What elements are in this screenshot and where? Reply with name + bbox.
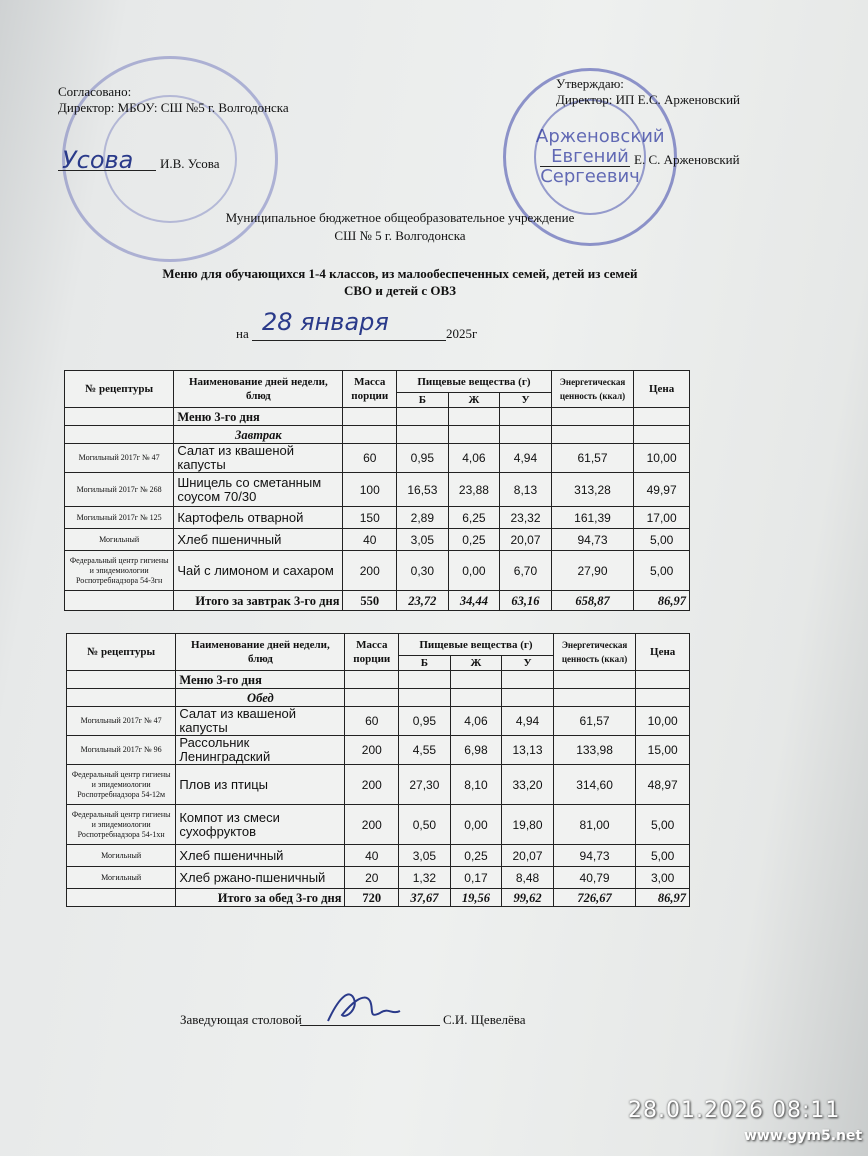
- mass-cell: 100: [343, 473, 397, 507]
- recipe-cell: Могильный: [65, 529, 174, 551]
- header-nutrients: Пищевые вещества (г): [399, 634, 554, 656]
- recipe-cell: Федеральный центр гигиены и эпидемиологии Роспотребнадзора 54-1хн: [67, 805, 176, 845]
- carbs-cell: 19,80: [502, 805, 554, 845]
- header-energy: Энергетическая ценность (ккал): [553, 634, 636, 671]
- fat-cell: 4,06: [448, 444, 500, 473]
- table-row: [65, 529, 690, 551]
- recipe-cell: Могильный 2017г № 125: [65, 507, 174, 529]
- header-dish: Наименование дней недели, блюд: [176, 634, 345, 671]
- manager-signature: [320, 985, 420, 1030]
- table-row: [65, 444, 690, 473]
- stamp-text: Арженовский Евгений Сергеевич: [536, 126, 665, 187]
- protein-cell: 0,95: [397, 444, 449, 473]
- approver-name: Е. С. Арженовский: [634, 152, 740, 167]
- total-label: Итого за обед 3-го дня: [176, 889, 345, 907]
- protein-cell: 1,32: [399, 867, 451, 889]
- total-price: 86,97: [634, 591, 690, 611]
- header-mass: Масса порции: [345, 634, 399, 671]
- price-cell: 5,00: [636, 805, 690, 845]
- price-cell: 5,00: [634, 551, 690, 591]
- total-zh: 19,56: [450, 889, 502, 907]
- table-row: [67, 736, 690, 765]
- recipe-cell: Могильный 2017г № 96: [67, 736, 176, 765]
- header-u: У: [502, 656, 554, 671]
- total-energy: 658,87: [551, 591, 634, 611]
- approver-signature-line: [540, 166, 630, 167]
- dish-cell: Хлеб ржано-пшеничный: [176, 867, 345, 889]
- date-prefix: на: [236, 326, 249, 341]
- header-zh: Ж: [448, 393, 500, 408]
- energy-cell: 40,79: [553, 867, 636, 889]
- total-b: 23,72: [397, 591, 449, 611]
- energy-cell: 81,00: [553, 805, 636, 845]
- header-b: Б: [397, 393, 449, 408]
- energy-cell: 314,60: [553, 765, 636, 805]
- protein-cell: 27,30: [399, 765, 451, 805]
- recipe-cell: Могильный: [67, 845, 176, 867]
- mass-cell: 60: [343, 444, 397, 473]
- director-name: И.В. Усова: [160, 156, 220, 171]
- day-label: Меню 3-го дня: [174, 408, 343, 426]
- director-signature: Усова: [62, 146, 134, 174]
- energy-cell: 61,57: [551, 444, 634, 473]
- price-cell: 48,97: [636, 765, 690, 805]
- price-cell: 3,00: [636, 867, 690, 889]
- header-zh: Ж: [450, 656, 502, 671]
- dish-cell: Хлеб пшеничный: [176, 845, 345, 867]
- recipe-cell: Могильный: [67, 867, 176, 889]
- day-label: Меню 3-го дня: [176, 671, 345, 689]
- dish-cell: Рассольник Ленинградский: [176, 736, 345, 765]
- fat-cell: 0,17: [450, 867, 502, 889]
- price-cell: 15,00: [636, 736, 690, 765]
- protein-cell: 4,55: [399, 736, 451, 765]
- header-nutrients: Пищевые вещества (г): [397, 371, 552, 393]
- table-row: [65, 507, 690, 529]
- approve-label: Утверждаю:: [556, 76, 624, 91]
- recipe-cell: Федеральный центр гигиены и эпидемиологии Роспотребнадзора 54-12м: [67, 765, 176, 805]
- header-price: Цена: [636, 634, 690, 671]
- carbs-cell: 13,13: [502, 736, 554, 765]
- protein-cell: 0,30: [397, 551, 449, 591]
- fat-cell: 0,00: [448, 551, 500, 591]
- total-mass: 720: [345, 889, 399, 907]
- fat-cell: 6,25: [448, 507, 500, 529]
- dish-cell: Хлеб пшеничный: [174, 529, 343, 551]
- mass-cell: 200: [343, 551, 397, 591]
- price-cell: 49,97: [634, 473, 690, 507]
- mass-cell: 40: [343, 529, 397, 551]
- protein-cell: 16,53: [397, 473, 449, 507]
- total-label: Итого за завтрак 3-го дня: [174, 591, 343, 611]
- protein-cell: 0,95: [399, 707, 451, 736]
- energy-cell: 27,90: [551, 551, 634, 591]
- table-row: [67, 707, 690, 736]
- energy-cell: 161,39: [551, 507, 634, 529]
- manager-label: Заведующая столовой: [180, 1012, 302, 1027]
- recipe-cell: Федеральный центр гигиены и эпидемиологии Роспотребнадзора 54-3гн: [65, 551, 174, 591]
- header-dish: Наименование дней недели, блюд: [174, 371, 343, 408]
- fat-cell: 6,98: [450, 736, 502, 765]
- carbs-cell: 23,32: [500, 507, 552, 529]
- watermark: www.gym5.net: [744, 1128, 863, 1144]
- total-b: 37,67: [399, 889, 451, 907]
- total-price: 86,97: [636, 889, 690, 907]
- energy-cell: 133,98: [553, 736, 636, 765]
- photo-timestamp: 28.01.2026 08:11: [628, 1098, 841, 1123]
- carbs-cell: 8,48: [502, 867, 554, 889]
- mass-cell: 60: [345, 707, 399, 736]
- carbs-cell: 6,70: [500, 551, 552, 591]
- date-line: [252, 340, 446, 341]
- dish-cell: Чай с лимоном и сахаром: [174, 551, 343, 591]
- total-mass: 550: [343, 591, 397, 611]
- price-cell: 5,00: [636, 845, 690, 867]
- carbs-cell: 20,07: [500, 529, 552, 551]
- mass-cell: 20: [345, 867, 399, 889]
- menu-title-line-1: Меню для обучающихся 1-4 классов, из малообеспеченных семей, детей из семей: [162, 266, 638, 281]
- total-u: 63,16: [500, 591, 552, 611]
- table-row: [67, 867, 690, 889]
- table-row: [67, 805, 690, 845]
- lunch-rows: [67, 707, 690, 889]
- recipe-cell: Могильный 2017г № 47: [67, 707, 176, 736]
- fat-cell: 23,88: [448, 473, 500, 507]
- header-b: Б: [399, 656, 451, 671]
- header-energy: Энергетическая ценность (ккал): [551, 371, 634, 408]
- total-u: 99,62: [502, 889, 554, 907]
- lunch-table: [66, 633, 690, 907]
- agreed-label: Согласовано:: [58, 84, 132, 99]
- mass-cell: 150: [343, 507, 397, 529]
- mass-cell: 40: [345, 845, 399, 867]
- fat-cell: 4,06: [450, 707, 502, 736]
- energy-cell: 94,73: [553, 845, 636, 867]
- dish-cell: Плов из птицы: [176, 765, 345, 805]
- org-line-2: СШ № 5 г. Волгодонска: [334, 228, 466, 243]
- table-row: [67, 845, 690, 867]
- table-row: [65, 551, 690, 591]
- dish-cell: Картофель отварной: [174, 507, 343, 529]
- date-year: 2025г: [446, 326, 478, 341]
- header-u: У: [500, 393, 552, 408]
- org-line-1: Муниципальное бюджетное общеобразовательное учреждение: [225, 210, 575, 225]
- table-row: [65, 473, 690, 507]
- carbs-cell: 33,20: [502, 765, 554, 805]
- date-handwritten: 28 января: [262, 308, 389, 336]
- header-recipe: № рецептуры: [67, 634, 176, 671]
- menu-title-line-2: СВО и детей с ОВЗ: [343, 283, 457, 298]
- total-energy: 726,67: [553, 889, 636, 907]
- energy-cell: 313,28: [551, 473, 634, 507]
- table-row: [67, 765, 690, 805]
- fat-cell: 0,25: [450, 845, 502, 867]
- price-cell: 5,00: [634, 529, 690, 551]
- recipe-cell: Могильный 2017г № 47: [65, 444, 174, 473]
- price-cell: 10,00: [634, 444, 690, 473]
- protein-cell: 0,50: [399, 805, 451, 845]
- protein-cell: 3,05: [397, 529, 449, 551]
- recipe-cell: Могильный 2017г № 268: [65, 473, 174, 507]
- carbs-cell: 4,94: [500, 444, 552, 473]
- header-recipe: № рецептуры: [65, 371, 174, 408]
- carbs-cell: 20,07: [502, 845, 554, 867]
- breakfast-rows: [65, 444, 690, 591]
- breakfast-table: [64, 370, 690, 611]
- mass-cell: 200: [345, 805, 399, 845]
- dish-cell: Шницель со сметанным соусом 70/30: [174, 473, 343, 507]
- mass-cell: 200: [345, 736, 399, 765]
- fat-cell: 8,10: [450, 765, 502, 805]
- dish-cell: Салат из квашеной капусты: [174, 444, 343, 473]
- protein-cell: 3,05: [399, 845, 451, 867]
- protein-cell: 2,89: [397, 507, 449, 529]
- header-price: Цена: [634, 371, 690, 408]
- price-cell: 17,00: [634, 507, 690, 529]
- fat-cell: 0,00: [450, 805, 502, 845]
- energy-cell: 61,57: [553, 707, 636, 736]
- meal-label: Завтрак: [174, 426, 343, 444]
- energy-cell: 94,73: [551, 529, 634, 551]
- manager-name: С.И. Щевелёва: [443, 1012, 526, 1027]
- header-mass: Масса порции: [343, 371, 397, 408]
- fat-cell: 0,25: [448, 529, 500, 551]
- dish-cell: Салат из квашеной капусты: [176, 707, 345, 736]
- dish-cell: Компот из смеси сухофруктов: [176, 805, 345, 845]
- carbs-cell: 4,94: [502, 707, 554, 736]
- mass-cell: 200: [345, 765, 399, 805]
- price-cell: 10,00: [636, 707, 690, 736]
- approver-line: Директор: ИП Е.С. Арженовский: [556, 92, 740, 107]
- director-line: Директор: МБОУ: СШ №5 г. Волгодонска: [58, 100, 289, 115]
- meal-label: Обед: [176, 689, 345, 707]
- total-zh: 34,44: [448, 591, 500, 611]
- carbs-cell: 8,13: [500, 473, 552, 507]
